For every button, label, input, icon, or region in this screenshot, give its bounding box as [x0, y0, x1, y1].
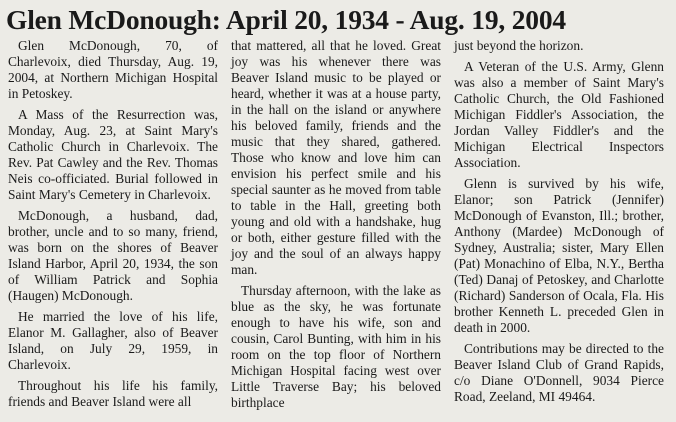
paragraph: A Veteran of the U.S. Army, Glenn was also a member of Saint Mary's Catholic Church, the Old Fashioned Michigan Fiddler's Association, the Jordan Valley Fiddler's and the Michigan Electrical Inspectors Association. — [454, 59, 664, 170]
paragraph: A Mass of the Resurrection was, Monday, Aug. 23, at Saint Mary's Catholic Church in Charlevoix. The Rev. Pat Cawley and the Rev. Thomas Neis co-officiated. Burial followed in Saint Mary's Cemetery in Charlevoix. — [8, 107, 218, 202]
paragraph: that mattered, all that he loved. Great joy was his whenever there was Beaver Island music to be played or heard, whether it was at a house party, in the hall on the island or anywhere his beloved family, friends and the music that they shared, gathered. Those who know and love him can envision his perfect smile and his special saunter as he moved from table to table in the Hall, greeting both young and old with a handshake, hug or both, either gesture filled with the joy and the soul of an always happy man. — [231, 38, 441, 277]
paragraph: Thursday afternoon, with the lake as blue as the sky, he was fortunate enough to have his wife, son and cousin, Carol Bunting, with him in his room on the top floor of Northern Michigan Hospital facing west over Little Traverse Bay; his beloved birthplace — [231, 283, 441, 410]
column-1 — [8, 38, 218, 415]
paragraph: Glen McDonough, 70, of Charlevoix, died Thursday, Aug. 19, 2004, at Northern Michigan Hospital in Petoskey. — [8, 38, 218, 101]
column-3 — [454, 38, 664, 410]
column-2 — [231, 38, 441, 416]
headline: Glen McDonough: April 20, 1934 - Aug. 19, 2004 — [6, 4, 566, 35]
paragraph: Throughout his life his family, friends and Beaver Island were all — [8, 378, 218, 409]
paragraph: just beyond the horizon. — [454, 38, 584, 53]
paragraph: He married the love of his life, Elanor M. Gallagher, also of Beaver Island, on July 29, 1959, in Charlevoix. — [8, 309, 218, 372]
paragraph: McDonough, a husband, dad, brother, uncle and to so many, friend, was born on the shores of Beaver Island Harbor, April 20, 1934, the son of William Patrick and Sophia (Haugen) McDonough. — [8, 208, 218, 303]
paragraph: Contributions may be directed to the Beaver Island Club of Grand Rapids, c/o Diane O'Donnell, 9034 Pierce Road, Zeeland, MI 49464. — [454, 341, 664, 404]
paragraph: Glenn is survived by his wife, Elanor; son Patrick (Jennifer) McDonough of Evanston, Ill.; brother, Anthony (Mardee) McDonough of Sydney, Australia; sister, Mary Ellen (Pat) Monachino of Elba, N.Y., Bertha (Ted) Danaj of Petoskey, and Charlotte (Richard) Sanderson of Ocala, Fla. His brother Kenneth L. preceded Glen in death in 2000. — [454, 176, 664, 335]
